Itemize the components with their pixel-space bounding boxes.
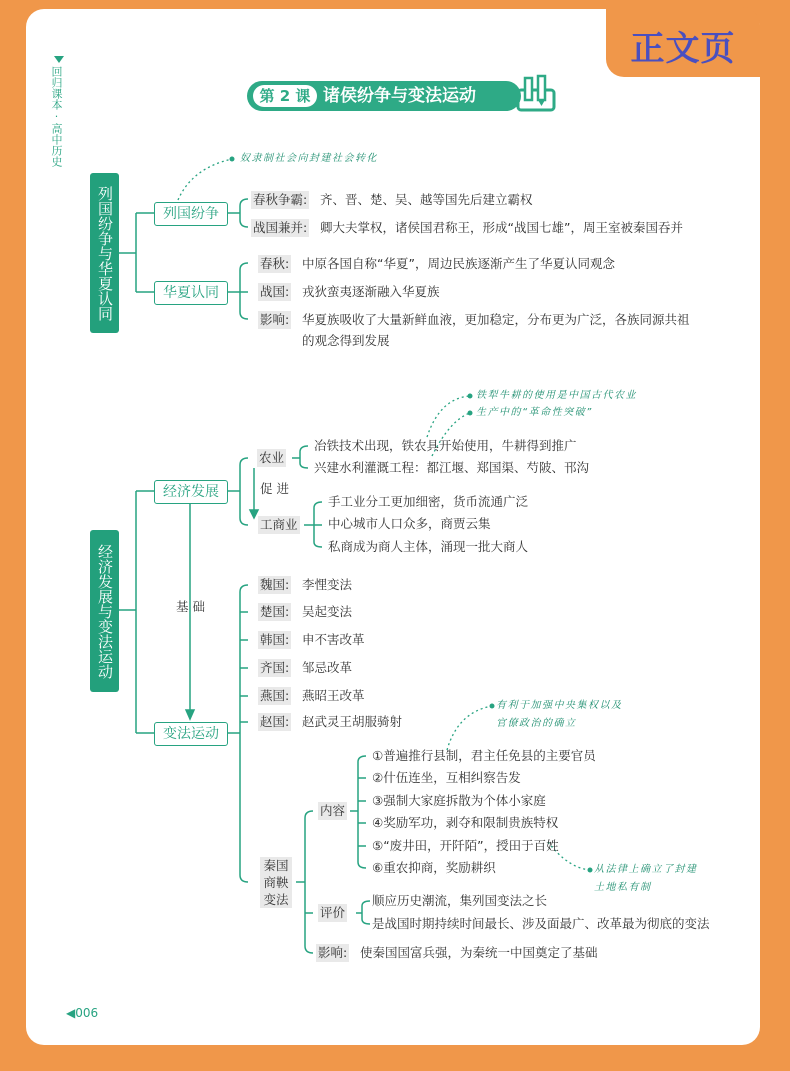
corner-label: 正文页 [630, 29, 736, 69]
lieguo-label-2: 战国兼并: [253, 220, 308, 235]
state-text-3: 申不害改革 [302, 632, 365, 647]
huaxia-label-3: 影响: [260, 312, 290, 327]
lesson-number: 第 2 课 [253, 85, 317, 107]
iron-note-2: 生产中的“革命性突破” [476, 407, 593, 418]
shangye-item-1: 手工业分工更加细密，货币流通广泛 [328, 494, 529, 509]
state-label-2: 楚国: [260, 604, 290, 619]
content-4: ④奖励军功，剥夺和限制贵族特权 [372, 815, 559, 830]
section2-tag: 经济发展与变法运动 [90, 530, 119, 692]
state-label-6: 赵国: [260, 714, 290, 729]
county-note-2: 官僚政治的确立 [496, 718, 577, 729]
section1-note: 奴隶制社会向封建社会转化 [240, 153, 378, 164]
state-text-6: 赵武灵王胡服骑射 [302, 714, 403, 729]
lieguo-label-1: 春秋争霸: [253, 192, 308, 207]
qin-label: 秦国商鞅变法 [260, 857, 292, 908]
content-1: ①普遍推行县制，君主任免县的主要官员 [372, 748, 596, 763]
neirong-label: 内容 [320, 803, 346, 818]
iron-note-1: 铁犁牛耕的使用是中国古代农业 [476, 390, 637, 401]
county-note-1: 有利于加强中央集权以及 [496, 700, 623, 711]
lieguo-text-2: 卿大夫掌权，诸侯国君称王，形成“战国七雄”，周王室被秦国吞并 [320, 220, 683, 235]
state-label-3: 韩国: [260, 632, 290, 647]
state-text-5: 燕昭王改革 [302, 688, 365, 703]
huaxia-text-2: 戎狄蛮夷逐渐融入华夏族 [302, 284, 440, 299]
lesson-title: 诸侯纷争与变法运动 [323, 86, 476, 106]
shangye-label: 工商业 [260, 517, 298, 532]
evaluation-1: 顺应历史潮流，集列国变法之长 [372, 893, 548, 908]
yingxiang-label: 影响: [318, 945, 348, 960]
content-3: ③强制大家庭拆散为个体小家庭 [372, 793, 546, 808]
nongye-item-2: 兴建水利灌溉工程：都江堰、郑国渠、芍陂、邗沟 [314, 460, 590, 475]
huaxia-text-1: 中原各国自称“华夏”，周边民族逐渐产生了华夏认同观念 [302, 256, 615, 271]
yingxiang-text: 使秦国国富兵强，为秦统一中国奠定了基础 [360, 945, 598, 960]
land-note-2: 土地私有制 [594, 882, 652, 893]
content-5: ⑤“废井田，开阡陌”，授田于百姓 [372, 838, 559, 853]
jingji-box: 经济发展 [154, 480, 228, 504]
section1-tag: 列国纷争与华夏认同 [90, 173, 119, 333]
page-number: ◀006 [66, 1006, 99, 1020]
huaxia-label-2: 战国: [260, 284, 290, 299]
side-label: 回归课本·高中历史 [50, 66, 63, 167]
nongye-item-1: 冶铁技术出现，铁农具开始使用，牛耕得到推广 [314, 438, 577, 453]
shangye-item-2: 中心城市人口众多，商贾云集 [328, 516, 491, 531]
pingjia-label: 评价 [320, 905, 346, 920]
state-label-5: 燕国: [260, 688, 290, 703]
state-text-2: 吴起变法 [302, 604, 353, 619]
content-6: ⑥重农抑商，奖励耕织 [372, 860, 496, 875]
huaxia-text-3b: 的观念得到发展 [302, 333, 390, 348]
lieguo-box: 列国纷争 [154, 202, 228, 226]
lieguo-text-1: 齐、晋、楚、吴、越等国先后建立霸权 [320, 192, 533, 207]
content-2: ②什伍连坐，互相纠察告发 [372, 770, 521, 785]
huaxia-box: 华夏认同 [154, 281, 228, 305]
evaluation-2: 是战国时期持续时间最长、涉及面最广、改革最为彻底的变法 [372, 916, 710, 931]
state-label-1: 魏国: [260, 577, 290, 592]
page-number-value: 006 [75, 1006, 99, 1020]
nongye-label: 农业 [259, 450, 285, 465]
cujin-label: 促进 [260, 481, 294, 496]
state-label-4: 齐国: [260, 660, 290, 675]
shangye-item-3: 私商成为商人主体，涌现一批大商人 [328, 539, 529, 554]
huaxia-label-1: 春秋: [260, 256, 290, 271]
huaxia-text-3: 华夏族吸收了大量新鲜血液，更加稳定，分布更为广泛，各族同源共祖 [302, 312, 690, 327]
land-note-1: 从法律上确立了封建 [594, 864, 698, 875]
jichu-label: 基础 [176, 599, 210, 614]
bianfa-box: 变法运动 [154, 722, 228, 746]
state-text-4: 邹忌改革 [302, 660, 353, 675]
state-text-1: 李悝变法 [302, 577, 353, 592]
